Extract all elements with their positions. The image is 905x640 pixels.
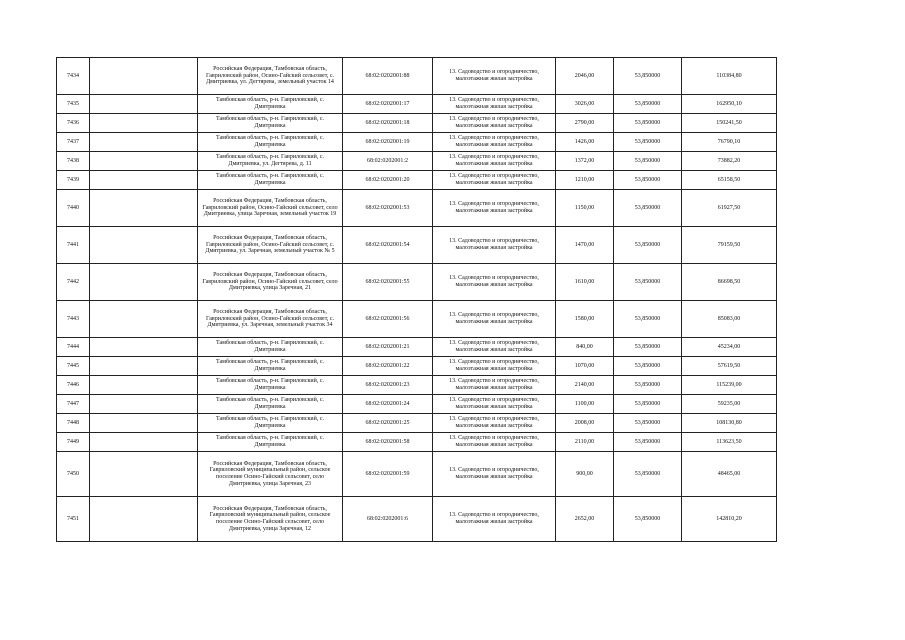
table-row (57, 301, 777, 338)
rate-cell: 53,850000 (614, 395, 682, 414)
cadastral-number: 68:02:0202001:22 (343, 357, 433, 376)
rate-cell: 53,850000 (614, 433, 682, 452)
row-number: 7434 (57, 58, 90, 95)
row-number: 7444 (57, 338, 90, 357)
address-cell: Российская Федерация, Тамбовская область, Гавриловский муниципальный район, сельское поселение Осино-Гайский сельсовет, село Дмитриевка, улица Заречная, 23 (198, 452, 343, 497)
cadastral-value: 61927,50 (682, 190, 777, 227)
blank-cell (90, 171, 198, 190)
area-cell: 1150,00 (556, 190, 614, 227)
table-row (57, 433, 777, 452)
address-cell: Тамбовская область, р-н. Гавриловский, с. Дмитриевка (198, 114, 343, 133)
cadastral-number: 68:02:0202001:18 (343, 114, 433, 133)
address-cell: Тамбовская область, р-н. Гавриловский, с. Дмитриевка (198, 433, 343, 452)
cadastral-value: 150241,50 (682, 114, 777, 133)
land-use-cell: 13. Садоводство и огородничество, малоэтажная жилая застройка (433, 338, 556, 357)
address-cell: Тамбовская область, р-н. Гавриловский, с. Дмитриевка (198, 338, 343, 357)
cadastral-value: 79159,50 (682, 227, 777, 264)
cadastral-number: 68:02:0202001:55 (343, 264, 433, 301)
row-number: 7439 (57, 171, 90, 190)
rate-cell: 53,850000 (614, 58, 682, 95)
cadastral-value: 59235,00 (682, 395, 777, 414)
blank-cell (90, 264, 198, 301)
area-cell: 1580,00 (556, 301, 614, 338)
row-number: 7437 (57, 133, 90, 152)
rate-cell: 53,850000 (614, 190, 682, 227)
area-cell: 1470,00 (556, 227, 614, 264)
table-row (57, 227, 777, 264)
cadastral-number: 68:02:0202001:2 (343, 152, 433, 171)
rate-cell: 53,850000 (614, 452, 682, 497)
row-number: 7442 (57, 264, 90, 301)
land-use-cell: 13. Садоводство и огородничество, малоэтажная жилая застройка (433, 133, 556, 152)
area-cell: 1070,00 (556, 357, 614, 376)
cadastral-value: 108130,80 (682, 414, 777, 433)
cadastral-number: 68:02:0202001:56 (343, 301, 433, 338)
table-row (57, 114, 777, 133)
land-use-cell: 13. Садоводство и огородничество, малоэтажная жилая застройка (433, 152, 556, 171)
table-row (57, 357, 777, 376)
cadastral-value: 85083,00 (682, 301, 777, 338)
cadastral-number: 68:02:0202001:19 (343, 133, 433, 152)
rate-cell: 53,850000 (614, 414, 682, 433)
row-number: 7451 (57, 497, 90, 542)
area-cell: 2790,00 (556, 114, 614, 133)
cadastral-number: 68:02:0202001:23 (343, 376, 433, 395)
cadastral-value: 57619,50 (682, 357, 777, 376)
address-cell: Тамбовская область, р-н. Гавриловский, с. Дмитриевка, ул. Дегтярева, д. 11 (198, 152, 343, 171)
blank-cell (90, 190, 198, 227)
rate-cell: 53,850000 (614, 152, 682, 171)
land-use-cell: 13. Садоводство и огородничество, малоэтажная жилая застройка (433, 357, 556, 376)
row-number: 7446 (57, 376, 90, 395)
table-row (57, 58, 777, 95)
table-row (57, 395, 777, 414)
cadastral-value: 65158,50 (682, 171, 777, 190)
blank-cell (90, 414, 198, 433)
rate-cell: 53,850000 (614, 376, 682, 395)
land-use-cell: 13. Садоводство и огородничество, малоэтажная жилая застройка (433, 227, 556, 264)
cadastral-value: 76790,10 (682, 133, 777, 152)
cadastral-number: 68:02:0202001:88 (343, 58, 433, 95)
cadastral-value: 86698,50 (682, 264, 777, 301)
blank-cell (90, 133, 198, 152)
area-cell: 3026,00 (556, 95, 614, 114)
address-cell: Тамбовская область, р-н. Гавриловский, с. Дмитриевка (198, 133, 343, 152)
table-body (57, 58, 777, 542)
blank-cell (90, 58, 198, 95)
blank-cell (90, 301, 198, 338)
rate-cell: 53,850000 (614, 497, 682, 542)
land-use-cell: 13. Садоводство и огородничество, малоэтажная жилая застройка (433, 414, 556, 433)
area-cell: 2652,00 (556, 497, 614, 542)
blank-cell (90, 452, 198, 497)
address-cell: Российская Федерация, Тамбовская область, Гавриловский район, Осино-Гайский сельсовет, с. Дмитриевка, ул. Заречная, земельный участок 34 (198, 301, 343, 338)
blank-cell (90, 95, 198, 114)
area-cell: 2008,00 (556, 414, 614, 433)
land-use-cell: 13. Садоводство и огородничество, малоэтажная жилая застройка (433, 58, 556, 95)
address-cell: Российская Федерация, Тамбовская область, Гавриловский район, Осино-Гайский сельсовет, село Дмитриевка, улица Заречная, 21 (198, 264, 343, 301)
row-number: 7441 (57, 227, 90, 264)
row-number: 7450 (57, 452, 90, 497)
area-cell: 2110,00 (556, 433, 614, 452)
address-cell: Тамбовская область, р-н. Гавриловский, с. Дмитриевка (198, 171, 343, 190)
row-number: 7436 (57, 114, 90, 133)
land-use-cell: 13. Садоводство и огородничество, малоэтажная жилая застройка (433, 395, 556, 414)
area-cell: 1210,00 (556, 171, 614, 190)
area-cell: 2140,00 (556, 376, 614, 395)
land-use-cell: 13. Садоводство и огородничество, малоэтажная жилая застройка (433, 264, 556, 301)
row-number: 7438 (57, 152, 90, 171)
cadastral-number: 68:02:0202001:21 (343, 338, 433, 357)
table-row (57, 452, 777, 497)
blank-cell (90, 227, 198, 264)
blank-cell (90, 395, 198, 414)
rate-cell: 53,850000 (614, 95, 682, 114)
area-cell: 1372,00 (556, 152, 614, 171)
cadastral-value: 162950,10 (682, 95, 777, 114)
address-cell: Тамбовская область, р-н. Гавриловский, с. Дмитриевка (198, 357, 343, 376)
cadastral-value: 110384,80 (682, 58, 777, 95)
table-row (57, 338, 777, 357)
address-cell: Тамбовская область, р-н. Гавриловский, с. Дмитриевка (198, 95, 343, 114)
row-number: 7440 (57, 190, 90, 227)
blank-cell (90, 114, 198, 133)
table-row (57, 497, 777, 542)
address-cell: Тамбовская область, р-н. Гавриловский, с. Дмитриевка (198, 376, 343, 395)
cadastral-value: 73882,20 (682, 152, 777, 171)
blank-cell (90, 152, 198, 171)
address-cell: Российская Федерация, Тамбовская область, Гавриловский район, Осино-Гайский сельсовет, село Дмитриевка, улица Заречная, земельный участок 19 (198, 190, 343, 227)
table-row (57, 414, 777, 433)
area-cell: 2046,00 (556, 58, 614, 95)
cadastral-number: 68:02:0202001:59 (343, 452, 433, 497)
land-use-cell: 13. Садоводство и огородничество, малоэтажная жилая застройка (433, 452, 556, 497)
cadastral-number: 68:02:0202001:54 (343, 227, 433, 264)
cadastral-number: 68:02:0202001:20 (343, 171, 433, 190)
table-row (57, 133, 777, 152)
address-cell: Тамбовская область, р-н. Гавриловский, с. Дмитриевка (198, 395, 343, 414)
land-use-cell: 13. Садоводство и огородничество, малоэтажная жилая застройка (433, 114, 556, 133)
cadastral-value: 113623,50 (682, 433, 777, 452)
area-cell: 840,00 (556, 338, 614, 357)
cadastral-number: 68:02:0202001:24 (343, 395, 433, 414)
rate-cell: 53,850000 (614, 357, 682, 376)
cadastral-number: 68:02:0202001:53 (343, 190, 433, 227)
land-use-cell: 13. Садоводство и огородничество, малоэтажная жилая застройка (433, 171, 556, 190)
rate-cell: 53,850000 (614, 114, 682, 133)
table-row (57, 171, 777, 190)
blank-cell (90, 433, 198, 452)
land-use-cell: 13. Садоводство и огородничество, малоэтажная жилая застройка (433, 190, 556, 227)
area-cell: 1610,00 (556, 264, 614, 301)
table-row (57, 95, 777, 114)
rate-cell: 53,850000 (614, 264, 682, 301)
row-number: 7443 (57, 301, 90, 338)
blank-cell (90, 357, 198, 376)
rate-cell: 53,850000 (614, 227, 682, 264)
rate-cell: 53,850000 (614, 301, 682, 338)
land-use-cell: 13. Садоводство и огородничество, малоэтажная жилая застройка (433, 433, 556, 452)
cadastral-value: 48465,00 (682, 452, 777, 497)
land-use-cell: 13. Садоводство и огородничество, малоэтажная жилая застройка (433, 497, 556, 542)
address-cell: Российская Федерация, Тамбовская область, Гавриловский муниципальный район, сельское поселение Осино-Гайский сельсовет, село Дмитриевка, улица Заречная, 12 (198, 497, 343, 542)
cadastral-number: 68:02:0202001:58 (343, 433, 433, 452)
cadastral-value: 142810,20 (682, 497, 777, 542)
rate-cell: 53,850000 (614, 171, 682, 190)
cadastral-value: 45234,00 (682, 338, 777, 357)
rate-cell: 53,850000 (614, 133, 682, 152)
cadastral-number: 68:02:0202001:6 (343, 497, 433, 542)
table-row (57, 376, 777, 395)
blank-cell (90, 338, 198, 357)
row-number: 7445 (57, 357, 90, 376)
area-cell: 1100,00 (556, 395, 614, 414)
blank-cell (90, 497, 198, 542)
table-row (57, 190, 777, 227)
row-number: 7448 (57, 414, 90, 433)
area-cell: 1426,00 (556, 133, 614, 152)
row-number: 7447 (57, 395, 90, 414)
table-row (57, 152, 777, 171)
land-registry-table (56, 57, 777, 542)
land-use-cell: 13. Садоводство и огородничество, малоэтажная жилая застройка (433, 95, 556, 114)
cadastral-number: 68:02:0202001:25 (343, 414, 433, 433)
area-cell: 900,00 (556, 452, 614, 497)
address-cell: Тамбовская область, р-н. Гавриловский, с. Дмитриевка (198, 414, 343, 433)
address-cell: Российская Федерация, Тамбовская область, Гавриловский район, Осино-Гайский сельсовет, с. Дмитриевка, ул. Заречная, земельный участок № 5 (198, 227, 343, 264)
row-number: 7449 (57, 433, 90, 452)
rate-cell: 53,850000 (614, 338, 682, 357)
table-row (57, 264, 777, 301)
row-number: 7435 (57, 95, 90, 114)
land-use-cell: 13. Садоводство и огородничество, малоэтажная жилая застройка (433, 376, 556, 395)
address-cell: Российская Федерация, Тамбовская область, Гавриловский район, Осино-Гайский сельсовет, с. Дмитриевка, ул. Дегтярева, земельный участок 14 (198, 58, 343, 95)
blank-cell (90, 376, 198, 395)
land-use-cell: 13. Садоводство и огородничество, малоэтажная жилая застройка (433, 301, 556, 338)
cadastral-value: 115239,00 (682, 376, 777, 395)
cadastral-number: 68:02:0202001:17 (343, 95, 433, 114)
